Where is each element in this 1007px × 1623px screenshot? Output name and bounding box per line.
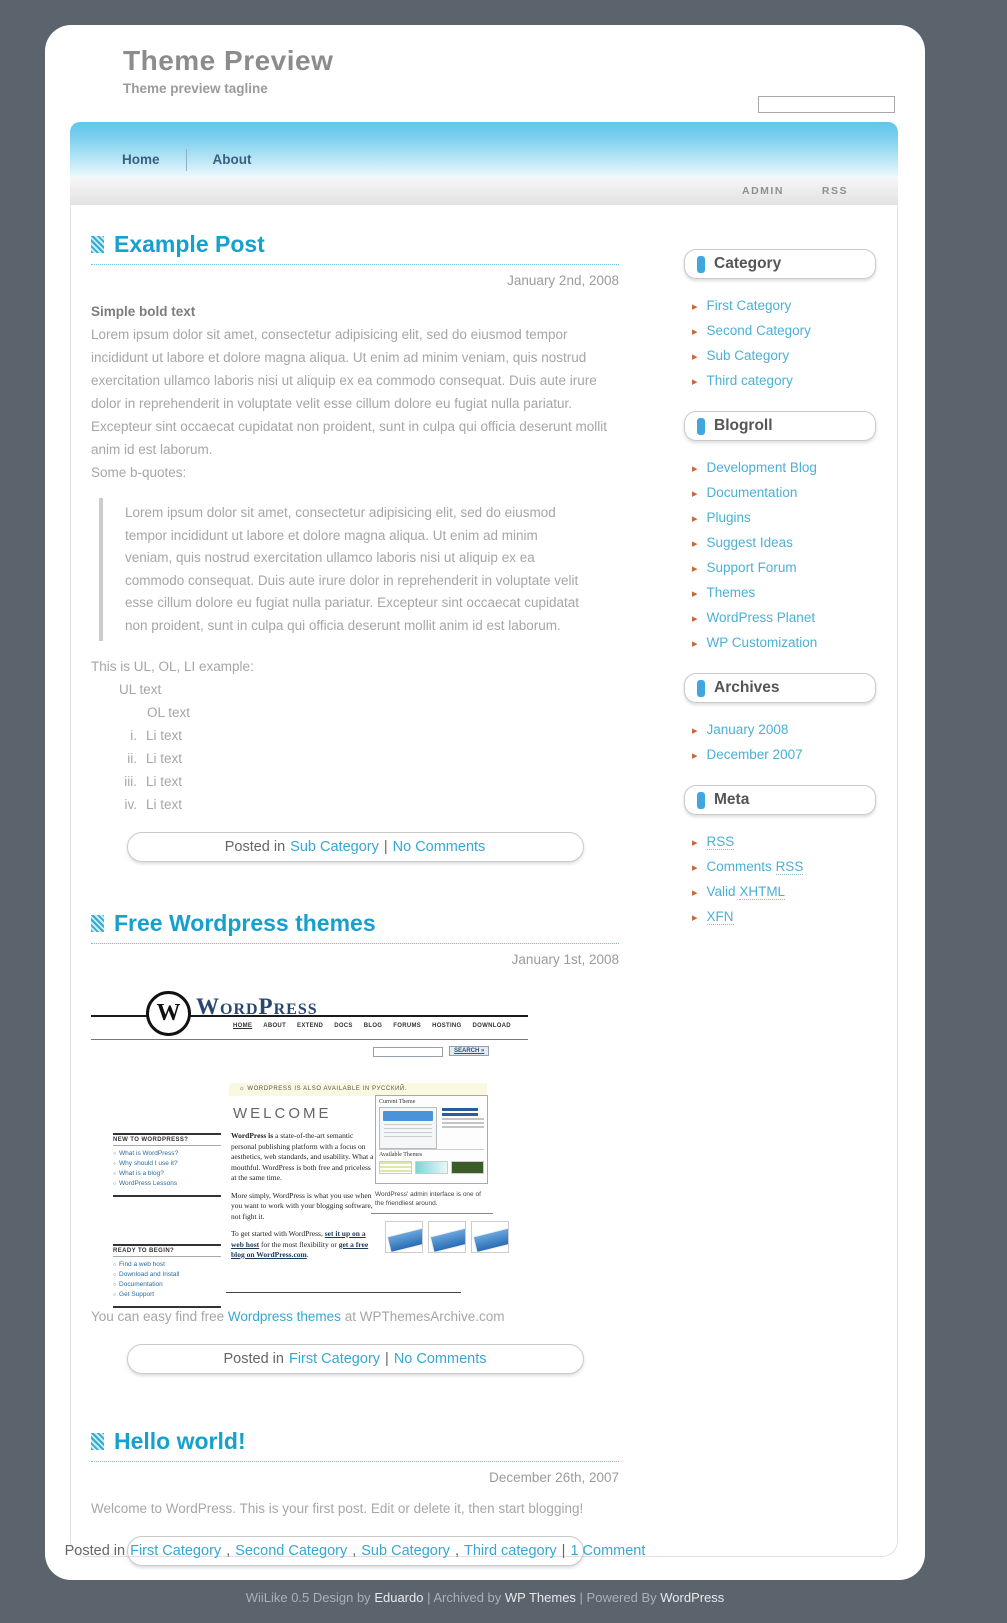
wp-inline-link: set it up on a web host bbox=[231, 1229, 366, 1249]
separator: | bbox=[383, 839, 388, 855]
sidebar-item bbox=[692, 606, 876, 631]
sidebar-link[interactable]: Comments RSS bbox=[706, 859, 804, 874]
sidebar-link[interactable]: December 2007 bbox=[706, 747, 803, 762]
wp-search-button: SEARCH » bbox=[449, 1046, 489, 1056]
post-title bbox=[91, 231, 619, 265]
wp-admin-header-bar bbox=[383, 1111, 433, 1121]
widget-pill-icon bbox=[697, 680, 705, 697]
wp-nav-item: HOSTING bbox=[432, 1023, 462, 1029]
widget-header bbox=[684, 411, 876, 441]
wordpress-themes-link[interactable]: Wordpress themes bbox=[227, 1309, 341, 1324]
sidebar-item bbox=[692, 556, 876, 581]
arrow-bullet-icon: ▸ bbox=[692, 376, 698, 388]
comments-link[interactable]: No Comments bbox=[393, 1351, 487, 1367]
arrow-bullet-icon: ▸ bbox=[692, 326, 698, 338]
wordpress-link[interactable]: WordPress bbox=[660, 1590, 725, 1605]
circle-bullet-icon: ○ bbox=[113, 1161, 117, 1167]
screenshot-rule bbox=[91, 1039, 528, 1040]
arrow-bullet-icon: ▸ bbox=[692, 912, 698, 924]
list-item-label: Li text bbox=[146, 797, 183, 812]
wp-link: Why should I use it? bbox=[119, 1160, 178, 1167]
post-example-post bbox=[91, 231, 619, 862]
footer-text: | Powered By bbox=[575, 1590, 661, 1605]
wp-admin-caption: WordPress' admin interface is one of the friendliest around. bbox=[375, 1191, 481, 1207]
wordpress-logo-icon bbox=[146, 991, 191, 1036]
post-body-text: Lorem ipsum dolor sit amet, consectetur adipisicing elit, sed do eiusmod tempor incididunt ut labore et dolore magna aliqua. Ut enim ad minim veniam, quis nostrud exercitation ullamco laboris nisi ut aliquip ex ea commodo consequat. Duis aute irure dolor in reprehenderit in voluptate velit esse cillum dolore eu fugiat nulla pariatur. Excepteur sint occaecat cupidatat non proident, sunt in culpa qui officia deserunt mollit anim id est laborum. bbox=[91, 327, 608, 457]
admin-link[interactable]: ADMIN bbox=[741, 185, 784, 197]
post-title bbox=[91, 910, 619, 944]
sidebar-link[interactable]: Support Forum bbox=[706, 560, 797, 575]
comments-link[interactable]: 1 Comment bbox=[570, 1543, 646, 1559]
sidebar-item bbox=[692, 531, 876, 556]
post-meta-bar bbox=[64, 1536, 646, 1566]
post-meta-bar bbox=[127, 1344, 584, 1374]
sidebar-link[interactable]: XFN bbox=[706, 909, 734, 924]
sidebar-link[interactable]: Documentation bbox=[706, 485, 798, 500]
circle-bullet-icon: ○ bbox=[113, 1292, 117, 1298]
post-date: January 1st, 2008 bbox=[511, 952, 619, 967]
wp-link: What is a blog? bbox=[119, 1170, 164, 1177]
wp-paragraph: a state-of-the-art semantic personal publishing platform with a focus on aesthetics, web standards, and usability. What a mouthful. WordPress is both free and priceless at the same time. bbox=[231, 1131, 374, 1182]
sidebar-item bbox=[692, 830, 876, 855]
archive-link[interactable]: WP Themes bbox=[504, 1590, 576, 1605]
arrow-bullet-icon: ▸ bbox=[692, 351, 698, 363]
wp-locale-notice: ☼ WORDPRESS IS ALSO AVAILABLE IN РУССКИЙ. bbox=[229, 1083, 487, 1096]
blockquote: Lorem ipsum dolor sit amet, consectetur adipisicing elit, sed do eiusmod tempor incididunt ut labore et dolore magna aliqua. Ut enim ad minim veniam, quis nostrud exercitation ullamco laboris nisi ut aliquip ex ea commodo consequat. Duis aute irure dolor in reprehenderit in voluptate velit esse cillum dolore eu fugiat nulla pariatur. Excepteur sint occaecat cupidatat non proident, sunt in culpa qui officia deserunt mollit anim id est laborum. bbox=[99, 498, 589, 641]
widget-title: Blogroll bbox=[714, 417, 773, 434]
wordpress-site-screenshot bbox=[91, 983, 528, 1297]
wp-admin-thumbnail bbox=[379, 1107, 437, 1149]
post-title bbox=[91, 1428, 619, 1462]
post-meta-bar bbox=[127, 832, 584, 862]
screenshot-rule bbox=[226, 1292, 461, 1293]
wp-current-theme-label: Current Theme bbox=[379, 1099, 416, 1105]
arrow-bullet-icon: ▸ bbox=[692, 538, 698, 550]
arrow-bullet-icon: ▸ bbox=[692, 301, 698, 313]
arrow-bullet-icon: ▸ bbox=[692, 837, 698, 849]
wp-subheading: READY TO BEGIN? bbox=[113, 1244, 221, 1257]
wp-link: What is WordPress? bbox=[119, 1150, 179, 1157]
sidebar-widget-archives bbox=[684, 673, 876, 768]
wp-available-themes-label: Available Themes bbox=[379, 1149, 484, 1158]
arrow-bullet-icon: ▸ bbox=[692, 463, 698, 475]
posted-in-label: Posted in bbox=[64, 1543, 126, 1559]
list-marker: iv. bbox=[124, 797, 137, 812]
wordpress-logo-letter: W bbox=[156, 1000, 181, 1026]
sidebar-link[interactable]: WordPress Planet bbox=[706, 610, 816, 625]
arrow-bullet-icon: ▸ bbox=[692, 488, 698, 500]
nav-separator bbox=[186, 149, 187, 171]
ol-list-item: OL text bbox=[147, 705, 191, 720]
separator: | bbox=[385, 1351, 389, 1367]
sidebar-widget-category bbox=[684, 249, 876, 394]
category-link[interactable]: Third category bbox=[463, 1543, 557, 1559]
arrow-bullet-icon: ▸ bbox=[692, 862, 698, 874]
striped-square-icon bbox=[91, 915, 104, 932]
circle-bullet-icon: ○ bbox=[113, 1262, 117, 1268]
sidebar-item bbox=[692, 506, 876, 531]
widget-title: Category bbox=[714, 255, 782, 272]
sidebar-link[interactable]: First Category bbox=[706, 298, 792, 313]
wordpress-logo-text: WordPress bbox=[196, 994, 318, 1019]
post-date: December 26th, 2007 bbox=[489, 1470, 619, 1485]
main-nav bbox=[70, 122, 898, 177]
sidebar bbox=[684, 205, 876, 947]
arrow-bullet-icon: ▸ bbox=[692, 588, 698, 600]
sidebar-widget-meta bbox=[684, 785, 876, 930]
sidebar-item bbox=[692, 294, 876, 319]
wp-link: Find a web host bbox=[119, 1261, 165, 1268]
list-marker: iii. bbox=[124, 774, 137, 789]
wp-nav-item: DOCS bbox=[334, 1023, 353, 1029]
sidebar-item bbox=[692, 319, 876, 344]
posted-in-label: Posted in bbox=[223, 1351, 284, 1367]
content-wrapper bbox=[64, 205, 898, 1559]
wp-paragraph: More simply, WordPress is what you use when you want to work with your blogging software, not fight it. bbox=[231, 1190, 373, 1221]
list-item bbox=[91, 770, 619, 793]
wp-nav-item: HOME bbox=[233, 1023, 253, 1029]
sidebar-item bbox=[692, 456, 876, 481]
sidebar-link[interactable]: Development Blog bbox=[706, 460, 817, 475]
widget-header bbox=[684, 249, 876, 279]
widget-pill-icon bbox=[697, 418, 705, 435]
comma: , bbox=[352, 1543, 357, 1559]
wp-theme-description-placeholder bbox=[442, 1105, 484, 1128]
post-title-link[interactable]: Example Post bbox=[114, 231, 265, 257]
widget-header bbox=[684, 785, 876, 815]
post-body-text: Welcome to WordPress. This is your first post. Edit or delete it, then start blogging! bbox=[91, 1501, 584, 1516]
widget-title: Archives bbox=[714, 679, 780, 696]
arrow-bullet-icon: ▸ bbox=[692, 725, 698, 737]
site-footer bbox=[45, 1590, 925, 1605]
arrow-bullet-icon: ▸ bbox=[692, 613, 698, 625]
wp-photo-thumbnails bbox=[385, 1221, 509, 1253]
circle-bullet-icon: ○ bbox=[113, 1272, 117, 1278]
post-title-link[interactable]: Hello world! bbox=[114, 1428, 246, 1454]
category-link[interactable]: First Category bbox=[130, 1543, 222, 1559]
sidebar-link[interactable]: Suggest Ideas bbox=[706, 535, 793, 550]
designer-link[interactable]: Eduardo bbox=[374, 1590, 424, 1605]
quote-label: Some b-quotes: bbox=[91, 465, 187, 480]
wp-link: WordPress Lessons bbox=[119, 1180, 178, 1187]
post-hello-world bbox=[64, 1428, 646, 1566]
arrow-bullet-icon: ▸ bbox=[692, 638, 698, 650]
widget-pill-icon bbox=[697, 792, 705, 809]
striped-square-icon bbox=[91, 236, 104, 253]
arrow-bullet-icon: ▸ bbox=[692, 513, 698, 525]
wp-inline-link: get a free blog on WordPress.com bbox=[231, 1239, 369, 1259]
post-title-link[interactable]: Free Wordpress themes bbox=[114, 910, 376, 936]
sidebar-link[interactable]: RSS bbox=[706, 834, 735, 849]
category-link[interactable]: First Category bbox=[288, 1351, 381, 1367]
post-caption: You can easy find free Wordpress themes at WPThemesArchive.com bbox=[91, 1309, 505, 1324]
sidebar-link[interactable]: Valid XHTML bbox=[706, 884, 786, 899]
arrow-bullet-icon: ▸ bbox=[692, 750, 698, 762]
list-item bbox=[91, 724, 619, 747]
wp-current-theme-box bbox=[375, 1095, 488, 1184]
wp-nav-item: EXTEND bbox=[297, 1023, 324, 1029]
nav-item-about[interactable]: About bbox=[212, 152, 252, 167]
wp-left-column bbox=[113, 1133, 221, 1308]
circle-bullet-icon: ○ bbox=[113, 1282, 117, 1288]
post-lead-text: Simple bold text bbox=[91, 304, 196, 319]
category-link[interactable]: Sub Category bbox=[290, 839, 379, 855]
list-marker: ii. bbox=[127, 751, 137, 766]
wp-paragraph-bold: WordPress is bbox=[231, 1131, 274, 1140]
list-item-label: Li text bbox=[146, 728, 183, 743]
site-container bbox=[45, 25, 925, 1580]
screenshot-rule bbox=[371, 1213, 493, 1214]
posted-in-label: Posted in bbox=[224, 839, 286, 855]
widget-header bbox=[684, 673, 876, 703]
list-label: This is UL, OL, LI example: bbox=[91, 659, 254, 674]
sidebar-item bbox=[692, 581, 876, 606]
sidebar-link[interactable]: January 2008 bbox=[706, 722, 789, 737]
circle-bullet-icon: ○ bbox=[113, 1171, 117, 1177]
list-item bbox=[91, 793, 619, 816]
wp-link: Get Support bbox=[119, 1291, 155, 1298]
sidebar-item bbox=[692, 369, 876, 394]
wp-link: Download and Install bbox=[119, 1271, 180, 1278]
search-input[interactable] bbox=[758, 96, 895, 113]
arrow-bullet-icon: ▸ bbox=[692, 887, 698, 899]
nav-item-home[interactable]: Home bbox=[122, 152, 160, 167]
sidebar-item bbox=[692, 880, 876, 905]
wp-welcome-heading: WELCOME bbox=[233, 1105, 332, 1122]
site-tagline: Theme preview tagline bbox=[123, 81, 268, 96]
sidebar-link[interactable]: WP Customization bbox=[706, 635, 818, 650]
wp-main-column bbox=[231, 1131, 374, 1268]
sidebar-link[interactable]: Third category bbox=[706, 373, 793, 388]
separator: | bbox=[561, 1543, 566, 1559]
sidebar-item bbox=[692, 718, 876, 743]
list-item-label: Li text bbox=[146, 774, 183, 789]
wp-paragraph: To get started with WordPress, set it up on a web host for the most flexibility or get a free blog on WordPress.com. bbox=[231, 1229, 369, 1259]
circle-bullet-icon: ○ bbox=[113, 1151, 117, 1157]
widget-pill-icon bbox=[697, 256, 705, 273]
wp-link: Documentation bbox=[119, 1281, 163, 1288]
wp-theme-thumbnails bbox=[379, 1161, 484, 1174]
list-marker: i. bbox=[130, 728, 137, 743]
wp-nav-item: BLOG bbox=[363, 1023, 383, 1029]
post-free-wordpress-themes bbox=[91, 910, 619, 1374]
sidebar-link[interactable]: Themes bbox=[706, 585, 756, 600]
ul-list-item: UL text bbox=[119, 682, 162, 697]
wp-nav-item: FORUMS bbox=[393, 1023, 422, 1029]
sidebar-link[interactable]: Sub Category bbox=[706, 348, 790, 363]
footer-text: WiiLike 0.5 Design by bbox=[245, 1590, 375, 1605]
comments-link[interactable]: No Comments bbox=[392, 839, 486, 855]
arrow-bullet-icon: ▸ bbox=[692, 563, 698, 575]
widget-title: Meta bbox=[714, 791, 750, 808]
sidebar-item bbox=[692, 631, 876, 656]
sidebar-item bbox=[692, 743, 876, 768]
list-item-label: Li text bbox=[146, 751, 183, 766]
sidebar-item bbox=[692, 905, 876, 930]
category-link[interactable]: Sub Category bbox=[361, 1543, 450, 1559]
sidebar-item bbox=[692, 481, 876, 506]
meta-bar bbox=[70, 177, 898, 205]
rss-link[interactable]: RSS bbox=[821, 185, 848, 197]
site-title: Theme Preview bbox=[123, 45, 334, 76]
wp-nav-item: DOWNLOAD bbox=[472, 1023, 511, 1029]
footer-text: | Archived by bbox=[423, 1590, 505, 1605]
wp-search-input bbox=[373, 1047, 443, 1057]
sidebar-item bbox=[692, 855, 876, 880]
circle-bullet-icon: ○ bbox=[113, 1181, 117, 1187]
striped-square-icon bbox=[91, 1433, 104, 1450]
sidebar-link[interactable]: Second Category bbox=[706, 323, 811, 338]
comma: , bbox=[454, 1543, 459, 1559]
category-link[interactable]: Second Category bbox=[235, 1543, 348, 1559]
comma: , bbox=[226, 1543, 231, 1559]
sidebar-widget-blogroll bbox=[684, 411, 876, 656]
list-item bbox=[91, 747, 619, 770]
wp-link-list bbox=[113, 1257, 221, 1308]
wp-nav-item: ABOUT bbox=[263, 1023, 287, 1029]
wp-nav bbox=[233, 1023, 511, 1029]
sidebar-item bbox=[692, 344, 876, 369]
wp-link-list bbox=[113, 1146, 221, 1197]
wp-subheading: NEW TO WORDPRESS? bbox=[113, 1133, 221, 1146]
post-date: January 2nd, 2008 bbox=[507, 273, 619, 288]
sidebar-link[interactable]: Plugins bbox=[706, 510, 751, 525]
main-column bbox=[64, 205, 646, 1566]
